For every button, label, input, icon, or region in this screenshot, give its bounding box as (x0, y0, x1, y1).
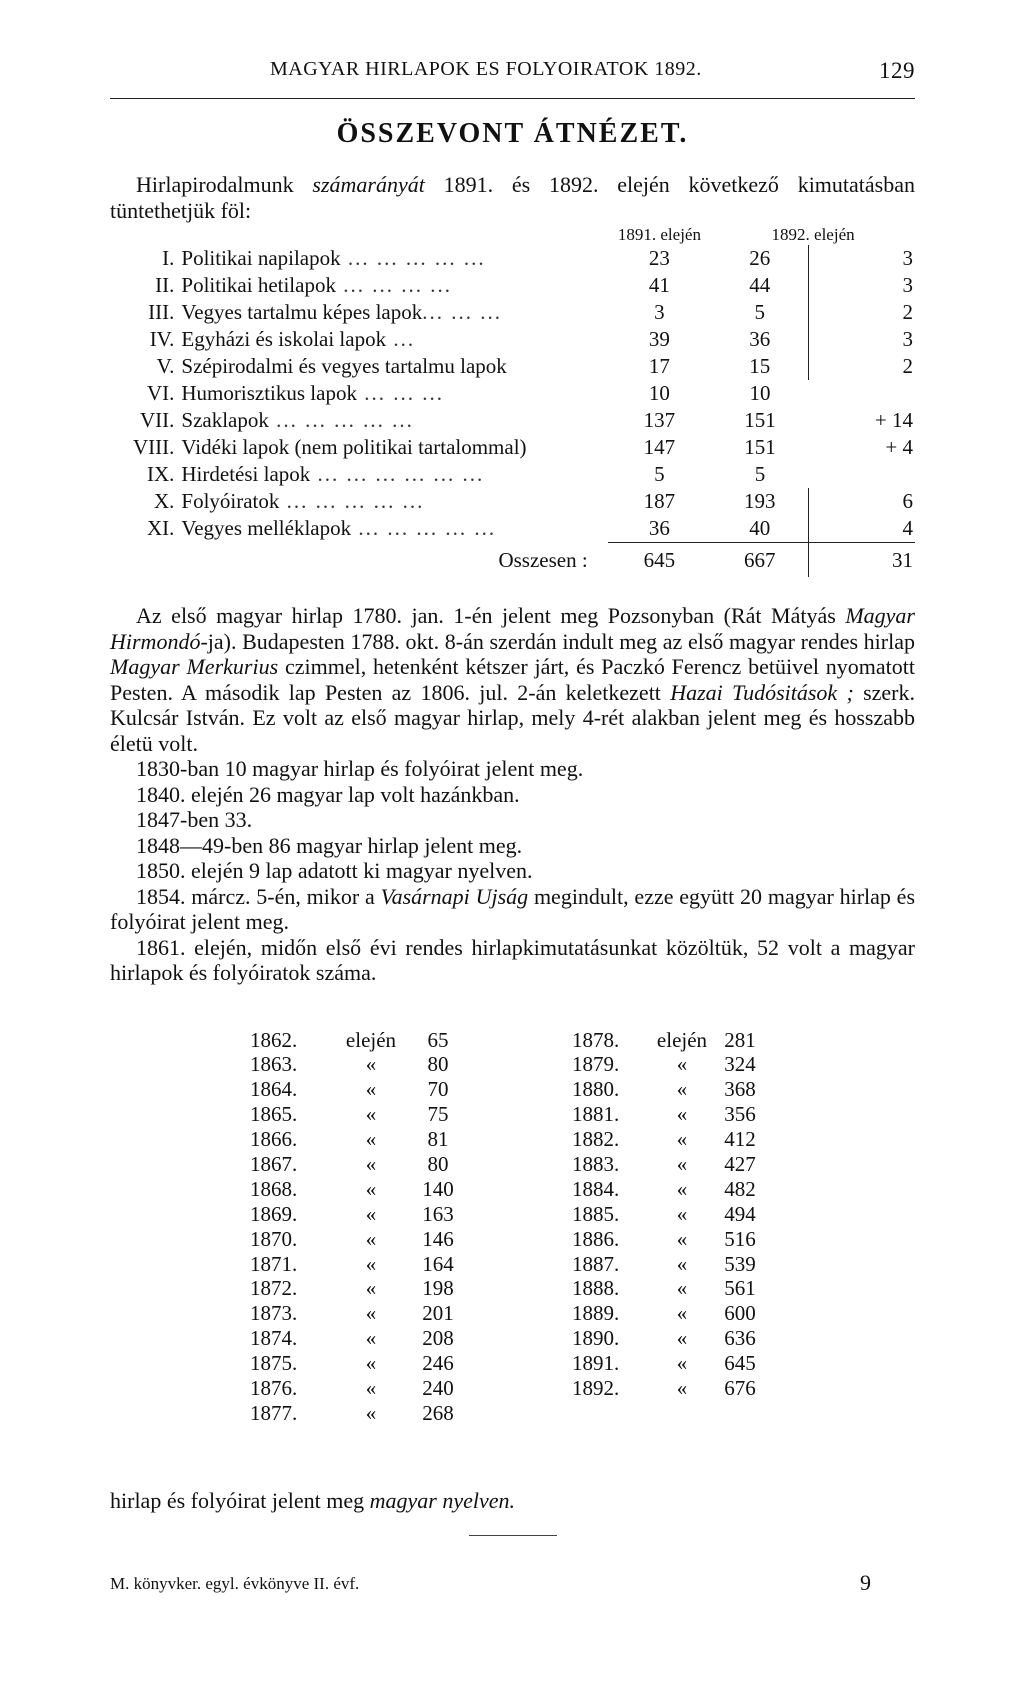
section-title: ÖSSZEVONT ÁTNÉZET. (336, 118, 689, 149)
ditto-mark: « (365, 1400, 377, 1425)
closing-emphasis: magyar nyelven. (369, 1487, 516, 1513)
row-label (181, 434, 607, 461)
row-label (181, 380, 607, 407)
leader-dots: ... ... ... (422, 300, 502, 324)
year: 1874. (250, 1326, 298, 1351)
ditto-mark: « (676, 1326, 688, 1351)
row-label (181, 515, 607, 543)
value-1891: 137 (643, 408, 676, 432)
count-value: 146 (422, 1226, 454, 1251)
count-value: 80 (427, 1052, 449, 1077)
year-row (250, 1102, 468, 1127)
change-value: 6 (809, 488, 915, 515)
row-number: X. (153, 489, 175, 513)
year: 1875. (250, 1351, 298, 1376)
history-text: szerk. Kulcsár István. Ez volt az első magyar hirlap, mely 4-rét alakban jelent meg és hosszabb életü volt. (110, 679, 915, 756)
count-value: 240 (422, 1375, 454, 1400)
table-row (110, 407, 915, 434)
value-1892: 151 (744, 408, 776, 432)
row-label-text: Szaklapok (181, 408, 269, 432)
value-1891: 147 (643, 435, 676, 459)
year-row (250, 1052, 468, 1077)
history-paragraph (110, 603, 915, 756)
count-value: 561 (724, 1276, 756, 1301)
year: 1880. (572, 1077, 620, 1102)
row-number: XI. (146, 516, 175, 541)
summary-table (110, 225, 915, 577)
count-value: 636 (724, 1326, 756, 1351)
row-number: IV. (149, 327, 175, 351)
year-row (250, 1301, 468, 1326)
ditto-mark: « (676, 1301, 688, 1326)
row-number: VII. (139, 408, 175, 432)
row-number: III. (148, 300, 175, 324)
running-head (110, 40, 915, 83)
ditto-mark: « (676, 1052, 688, 1077)
row-label-text: Politikai hetilapok (181, 273, 336, 297)
ditto-mark: « (365, 1151, 377, 1176)
page-number: 129 (879, 58, 915, 83)
row-label (181, 461, 607, 488)
ditto-mark: « (676, 1226, 688, 1251)
running-title: MAGYAR HIRLAPOK ES FOLYOIRATOK 1892. (270, 58, 702, 80)
table-row (110, 299, 915, 326)
closing-line (110, 1488, 915, 1514)
value-1892: 193 (744, 489, 776, 513)
ditto-mark: « (365, 1276, 377, 1301)
history-paragraph-1854 (110, 884, 915, 935)
year: 1891. (572, 1351, 620, 1376)
year-row (250, 1028, 468, 1053)
count-value: 368 (724, 1077, 756, 1102)
year: 1878. (572, 1027, 620, 1052)
year-row (572, 1227, 770, 1252)
count-value: 246 (422, 1351, 454, 1376)
value-1892: 151 (744, 435, 776, 459)
footer-source: M. könyvker. egyl. évkönyve II. évf. (110, 1574, 360, 1593)
value-1892: 40 (749, 516, 771, 540)
intro-text-b: 1891. és 1892. elején következő kimutatásban tüntethetjük föl: (110, 172, 915, 223)
ditto-mark: « (365, 1326, 377, 1351)
row-number: IX. (146, 462, 175, 486)
document-page (110, 40, 915, 1604)
year: 1863. (250, 1052, 298, 1077)
table-row (110, 353, 915, 380)
row-number: VI. (146, 381, 175, 405)
year: 1879. (572, 1052, 620, 1077)
value-1892: 15 (749, 354, 771, 378)
year: 1862. (250, 1027, 298, 1052)
row-number: VIII. (132, 435, 175, 459)
count-value: 198 (422, 1276, 454, 1301)
year: 1883. (572, 1151, 620, 1176)
year-row (250, 1252, 468, 1277)
ditto-mark: « (676, 1351, 688, 1376)
count-value: 356 (724, 1102, 756, 1127)
count-value: 539 (724, 1251, 756, 1276)
year-row (572, 1052, 770, 1077)
value-1891: 5 (654, 462, 665, 486)
closing-text: hirlap és folyóirat jelent meg (110, 1487, 370, 1513)
leader-dots: ... ... ... ... ... (351, 516, 497, 541)
ditto-mark: elején (345, 1027, 397, 1052)
year: 1869. (250, 1201, 298, 1226)
value-1891: 10 (648, 381, 670, 405)
table-row (110, 515, 915, 543)
year-row (250, 1177, 468, 1202)
title-vasarnapi-ujsag: Vasárnapi Ujság (380, 883, 529, 909)
leader-dots: ... ... ... ... ... ... (310, 462, 485, 486)
ditto-mark: « (365, 1301, 377, 1326)
ditto-mark: « (676, 1077, 688, 1102)
row-label-text: Egyházi és iskolai lapok (181, 327, 387, 351)
header-rule (110, 98, 915, 99)
history-text: -ja). Budapesten 1788. okt. 8-án szerdán indult meg az első magyar rendes hirlap (200, 628, 915, 654)
year: 1881. (572, 1102, 620, 1127)
year-row (572, 1127, 770, 1152)
ditto-mark: « (365, 1351, 377, 1376)
change-value: 2 (809, 299, 915, 326)
year-row (250, 1401, 468, 1426)
history-line-1840: 1840. elején 26 magyar lap volt hazánkban. (136, 781, 520, 807)
column-header-1892: 1892. elején (771, 225, 855, 244)
history-text: czimmel, hetenként kétszer járt, és Paczkó Ferencz betüivel nyomatott Pesten. A második lap Pesten az 1806. jul. 2-án keletkezett (110, 654, 915, 705)
count-value: 164 (422, 1251, 454, 1276)
count-value: 482 (724, 1176, 756, 1201)
change-value: + 4 (885, 435, 913, 459)
table-row (110, 461, 915, 488)
title-magyar-hirmondo: Magyar Hirmondó (110, 603, 915, 654)
year-row (572, 1077, 770, 1102)
intro-emphasis: számarányát (312, 172, 425, 197)
title-magyar-merkurius: Magyar Merkurius (110, 654, 279, 679)
count-value: 676 (724, 1375, 756, 1400)
year-row (250, 1127, 468, 1152)
history-text: Az első magyar hirlap 1780. jan. 1-én jelent meg Pozsonyban (Rát Mátyás (136, 603, 846, 628)
year: 1865. (250, 1102, 298, 1127)
table-row (110, 326, 915, 353)
year-row (572, 1351, 770, 1376)
year: 1866. (250, 1127, 298, 1152)
year-row (572, 1152, 770, 1177)
leader-dots: ... ... ... (356, 381, 444, 405)
row-label-text: Vegyes tartalmu képes lapok (181, 300, 423, 324)
row-label-text: Vidéki lapok (nem politikai tartalommal) (181, 435, 527, 459)
value-1891: 17 (648, 354, 670, 378)
year-row (250, 1351, 468, 1376)
table-row (110, 434, 915, 461)
ditto-mark: « (365, 1127, 377, 1152)
change-value: 2 (809, 353, 915, 380)
row-label (181, 326, 607, 353)
change-value: 3 (809, 245, 915, 272)
leader-dots: ... ... ... ... ... (279, 489, 425, 513)
count-value: 80 (427, 1151, 449, 1176)
ditto-mark: « (676, 1251, 688, 1276)
row-label (181, 272, 607, 299)
year: 1877. (250, 1400, 298, 1425)
year-row (572, 1276, 770, 1301)
yearly-column-left (250, 1028, 468, 1426)
year-row (572, 1177, 770, 1202)
ditto-mark: « (676, 1151, 688, 1176)
count-value: 600 (724, 1301, 756, 1326)
value-1891: 41 (648, 273, 670, 297)
footnote-rule (469, 1535, 557, 1536)
value-1892: 26 (749, 246, 771, 270)
intro-paragraph (110, 172, 915, 223)
page-footer (110, 1570, 915, 1604)
value-1891: 187 (643, 489, 676, 513)
count-value: 412 (724, 1127, 756, 1152)
year-row (250, 1152, 468, 1177)
change-value: + 14 (874, 408, 913, 432)
ditto-mark: « (365, 1077, 377, 1102)
year-row (572, 1028, 770, 1053)
row-label (181, 488, 607, 515)
year: 1889. (572, 1301, 620, 1326)
value-1891: 39 (648, 327, 670, 351)
row-number: V. (156, 354, 175, 378)
year: 1872. (250, 1276, 298, 1301)
ditto-mark: « (365, 1375, 377, 1400)
value-1892: 10 (749, 381, 771, 405)
year-row (572, 1252, 770, 1277)
column-header-1891: 1891. elején (617, 225, 701, 244)
count-value: 163 (422, 1201, 454, 1226)
value-1892: 5 (754, 462, 766, 486)
table-row (110, 380, 915, 407)
leader-dots: ... ... ... ... (335, 273, 452, 297)
year-row (572, 1202, 770, 1227)
row-label-text: Szépirodalmi és vegyes tartalmu lapok (181, 354, 507, 378)
change-value: 4 (809, 515, 915, 543)
value-1892: 5 (754, 300, 766, 324)
count-value: 427 (724, 1151, 756, 1176)
table-row (110, 245, 915, 272)
year: 1884. (572, 1176, 620, 1201)
year: 1864. (250, 1077, 298, 1102)
row-number: II. (155, 273, 175, 297)
change-value: 3 (809, 272, 915, 299)
year-row (250, 1376, 468, 1401)
value-1891: 23 (648, 246, 670, 270)
year-row (250, 1276, 468, 1301)
year-row (572, 1326, 770, 1351)
total-change: 31 (809, 543, 915, 578)
year-row (250, 1326, 468, 1351)
count-value: 516 (724, 1226, 756, 1251)
year: 1867. (250, 1151, 298, 1176)
signature-mark: 9 (860, 1570, 871, 1595)
count-value: 201 (422, 1301, 454, 1326)
history-line-1850: 1850. elején 9 lap adatott ki magyar nyelven. (136, 858, 533, 883)
count-value: 268 (422, 1400, 454, 1425)
year: 1876. (250, 1375, 298, 1400)
year: 1873. (250, 1301, 298, 1326)
year: 1871. (250, 1251, 298, 1276)
count-value: 281 (724, 1027, 756, 1052)
yearly-counts (110, 1028, 915, 1488)
year-row (572, 1301, 770, 1326)
intro-text-a: Hirlapirodalmunk (136, 172, 313, 197)
leader-dots: ... (386, 327, 416, 351)
year: 1890. (572, 1326, 620, 1351)
value-1891: 36 (648, 516, 670, 540)
history-paragraph-1861: 1861. elején, midőn első évi rendes hirlapkimutatásunkat közöltük, 52 volt a magyar hirlapok és folyóiratok száma. (110, 934, 915, 985)
ditto-mark: « (365, 1201, 377, 1226)
history-line-1847: 1847-ben 33. (136, 807, 253, 832)
ditto-mark: « (676, 1276, 688, 1301)
history-line-1848: 1848—49-ben 86 magyar hirlap jelent meg. (136, 832, 523, 858)
year: 1870. (250, 1226, 298, 1251)
ditto-mark: elején (656, 1027, 708, 1052)
row-label-text: Vegyes melléklapok (181, 516, 352, 541)
ditto-mark: « (365, 1102, 377, 1127)
row-label-text: Folyóiratok (181, 489, 280, 513)
row-label (181, 299, 607, 326)
leader-dots: ... ... ... ... ... (268, 408, 414, 432)
count-value: 140 (422, 1176, 454, 1201)
row-label (181, 353, 607, 380)
leader-dots: ... ... ... ... ... (340, 246, 486, 270)
ditto-mark: « (676, 1127, 688, 1152)
year-row (572, 1376, 770, 1401)
year-row (250, 1227, 468, 1252)
change-value (809, 461, 915, 488)
year: 1888. (572, 1276, 620, 1301)
year: 1885. (572, 1201, 620, 1226)
history-line-1830: 1830-ban 10 magyar hirlap és folyóirat jelent meg. (136, 756, 584, 781)
year-row (250, 1202, 468, 1227)
year-row (572, 1102, 770, 1127)
table-row (110, 488, 915, 515)
total-label: Osszesen : (498, 547, 588, 572)
ditto-mark: « (676, 1375, 688, 1400)
title-hazai-tudositasok: Hazai Tudósitások ; (670, 679, 854, 705)
count-value: 81 (427, 1127, 449, 1152)
row-label-text: Politikai napilapok (181, 246, 341, 270)
ditto-mark: « (365, 1226, 377, 1251)
count-value: 494 (724, 1201, 756, 1226)
table-row (110, 272, 915, 299)
history-text: megindult, ezze együtt 20 magyar hirlap és folyóirat jelent meg. (110, 883, 916, 934)
change-value (809, 380, 915, 407)
total-1891: 645 (608, 543, 711, 578)
row-number: I. (162, 246, 175, 270)
ditto-mark: « (365, 1052, 377, 1077)
row-label (181, 245, 607, 272)
ditto-mark: « (676, 1102, 688, 1127)
row-label (181, 407, 607, 434)
yearly-column-right (572, 1028, 770, 1401)
count-value: 75 (427, 1102, 449, 1127)
count-value: 208 (422, 1326, 454, 1351)
year: 1882. (572, 1127, 620, 1152)
count-value: 70 (427, 1077, 449, 1102)
value-1892: 36 (749, 327, 771, 351)
year: 1886. (572, 1226, 620, 1251)
change-value: 3 (809, 326, 915, 353)
ditto-mark: « (365, 1176, 377, 1201)
history-text: 1854. márcz. 5-én, mikor a (136, 883, 381, 909)
count-value: 65 (427, 1027, 449, 1052)
year: 1887. (572, 1251, 620, 1276)
total-1892: 667 (711, 543, 809, 578)
value-1892: 44 (749, 273, 771, 297)
row-label-text: Humorisztikus lapok (181, 381, 357, 405)
total-row (110, 543, 915, 578)
row-label-text: Hirdetési lapok (181, 462, 311, 486)
ditto-mark: « (365, 1251, 377, 1276)
ditto-mark: « (676, 1201, 688, 1226)
ditto-mark: « (676, 1176, 688, 1201)
value-1891: 3 (654, 300, 665, 324)
year: 1868. (250, 1176, 298, 1201)
count-value: 324 (724, 1052, 756, 1077)
count-value: 645 (724, 1351, 756, 1376)
year-row (250, 1077, 468, 1102)
year: 1892. (572, 1375, 620, 1400)
table-header-row (110, 225, 915, 245)
